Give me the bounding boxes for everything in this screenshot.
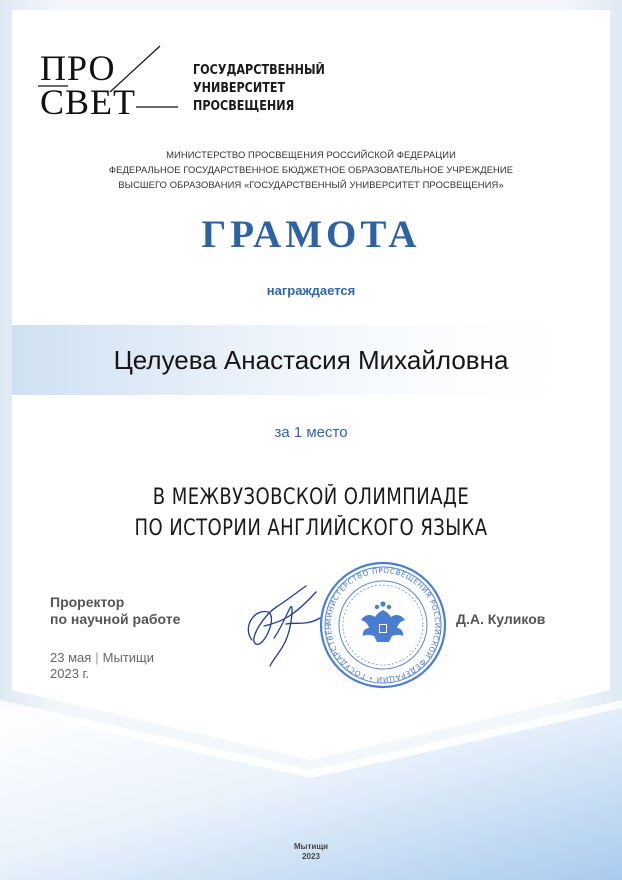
logo-lines <box>38 44 178 126</box>
footer-year: 2023 <box>302 852 320 861</box>
university-line-1: ГОСУДАРСТВЕННЫЙ <box>193 63 325 78</box>
footer-city: Мытищи <box>294 842 328 851</box>
footer <box>0 842 622 862</box>
awarded-label: награждается <box>266 283 356 298</box>
logo-line-1: ПРО <box>40 48 116 88</box>
signatory-name: Д.А. Куликов <box>456 611 546 627</box>
prosvet-logo <box>38 44 178 126</box>
event-line-1: В МЕЖВУЗОВСКОЙ ОЛИМПИАДЕ <box>152 485 470 510</box>
handwritten-signature <box>234 578 326 670</box>
university-line-2: УНИВЕРСИТЕТ <box>193 81 286 96</box>
university-line-3: ПРОСВЕЩЕНИЯ <box>193 99 295 114</box>
stamp-ring-text: МИНИСТЕРСТВО ПРОСВЕЩЕНИЯ РОССИЙСКОЙ ФЕДЕРАЦИИ • ГОСУДАРСТВЕН <box>323 565 443 685</box>
issue-date: 23 мая | Мытищи 2023 г. <box>50 650 155 681</box>
position-line-2: по научной работе <box>50 611 181 627</box>
ministry-header <box>0 147 622 192</box>
certificate-title: ГРАМОТА <box>201 213 421 256</box>
issue-day-month: 23 мая <box>50 650 92 665</box>
position-line-1: Проректор <box>50 594 125 610</box>
signatory-position <box>50 594 180 628</box>
issue-year: 2023 г. <box>50 666 90 681</box>
logo-line-2: СВЕТ <box>40 82 137 122</box>
university-name <box>193 62 325 116</box>
issue-city: Мытищи <box>102 650 155 665</box>
official-stamp <box>318 560 448 690</box>
ministry-line-2: ФЕДЕРАЛЬНОЕ ГОСУДАРСТВЕННОЕ БЮДЖЕТНОЕ ОБРАЗОВАТЕЛЬНОЕ УЧРЕЖДЕНИЕ <box>108 164 514 175</box>
event-title <box>0 482 622 544</box>
event-line-2: ПО ИСТОРИИ АНГЛИЙСКОГО ЯЗЫКА <box>134 516 488 541</box>
ministry-line-3: ВЫСШЕГО ОБРАЗОВАНИЯ «ГОСУДАРСТВЕННЫЙ УНИВЕРСИТЕТ ПРОСВЕЩЕНИЯ» <box>118 179 504 190</box>
award-place: за 1 место <box>274 424 348 441</box>
recipient-name: Целуева Анастасия Михайловна <box>113 345 509 375</box>
ministry-line-1: МИНИСТЕРСТВО ПРОСВЕЩЕНИЯ РОССИЙСКОЙ ФЕДЕРАЦИИ <box>166 149 456 160</box>
coat-of-arms-icon <box>361 601 405 642</box>
